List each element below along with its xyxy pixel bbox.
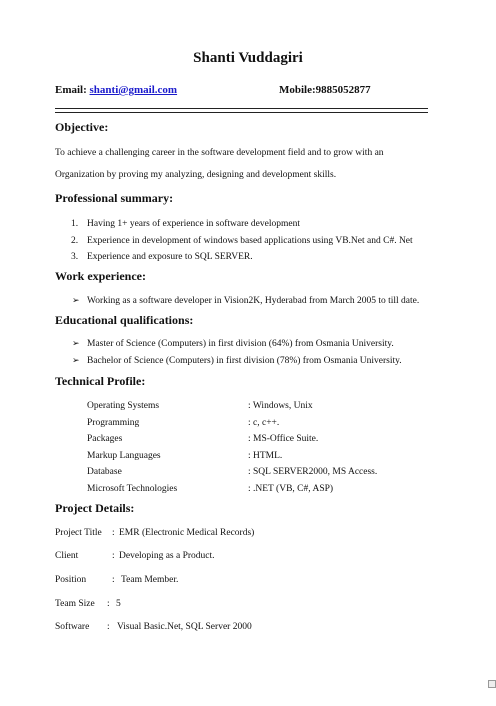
project-separator: :	[112, 575, 115, 585]
tech-label: Microsoft Technologies	[87, 484, 178, 494]
summary-heading: Professional summary:	[55, 191, 174, 205]
header-divider-bottom	[55, 112, 428, 113]
tech-label: Operating Systems	[87, 401, 160, 411]
project-value: Developing as a Product.	[119, 551, 215, 561]
resize-handle[interactable]	[488, 680, 496, 688]
tech-value: : HTML.	[248, 451, 283, 461]
summary-item-number: 1.	[71, 219, 79, 229]
project-heading: Project Details:	[55, 501, 135, 515]
summary-item: Experience in development of windows based applications using VB.Net and C#. Net	[87, 236, 413, 246]
candidate-name: Shanti Vuddagiri	[193, 50, 303, 66]
project-separator: :	[107, 622, 110, 632]
project-value: Visual Basic.Net, SQL Server 2000	[117, 622, 252, 632]
email-link[interactable]: shanti@gmail.com	[89, 84, 178, 96]
project-label: Position	[55, 575, 87, 585]
email-label: Email:	[55, 84, 87, 96]
arrow-bullet-icon: ➢	[72, 339, 80, 349]
objective-line-1: To achieve a challenging career in the software development field and to grow with an	[55, 148, 384, 158]
tech-label: Markup Languages	[87, 451, 161, 461]
project-separator: :	[112, 528, 115, 538]
tech-value: : c, c++.	[248, 418, 280, 428]
education-item: Master of Science (Computers) in first division (64%) from Osmania University.	[87, 339, 394, 349]
objective-line-2: Organization by proving my analyzing, designing and development skills.	[55, 170, 337, 180]
education-item: Bachelor of Science (Computers) in first division (78%) from Osmania University.	[87, 356, 402, 366]
tech-label: Database	[87, 467, 122, 477]
summary-item-number: 2.	[71, 236, 79, 246]
tech-value: : MS-Office Suite.	[248, 434, 319, 444]
project-value: Team Member.	[121, 575, 179, 585]
project-label: Software	[55, 622, 90, 632]
summary-item: Experience and exposure to SQL SERVER.	[87, 252, 253, 262]
tech-label: Programming	[87, 418, 140, 428]
objective-heading: Objective:	[55, 120, 109, 134]
project-value: EMR (Electronic Medical Records)	[119, 528, 255, 538]
project-label: Team Size	[55, 599, 95, 609]
education-heading: Educational qualifications:	[55, 313, 194, 327]
header-divider-top	[55, 108, 428, 109]
tech-value: : Windows, Unix	[248, 401, 313, 411]
email-line	[55, 84, 177, 96]
summary-item: Having 1+ years of experience in software development	[87, 219, 300, 229]
tech-value: : .NET (VB, C#, ASP)	[248, 484, 334, 494]
project-label: Client	[55, 551, 79, 561]
technical-heading: Technical Profile:	[55, 374, 146, 388]
arrow-bullet-icon: ➢	[72, 296, 80, 306]
work-item: Working as a software developer in Vision2K, Hyderabad from March 2005 to till date.	[87, 296, 420, 306]
tech-value: : SQL SERVER2000, MS Access.	[248, 467, 378, 477]
project-separator: :	[112, 551, 115, 561]
summary-item-number: 3.	[71, 252, 79, 262]
tech-label: Packages	[87, 434, 123, 444]
mobile-number: Mobile:9885052877	[279, 84, 371, 96]
project-label: Project Title	[55, 528, 102, 538]
project-value: 5	[116, 599, 121, 609]
arrow-bullet-icon: ➢	[72, 356, 80, 366]
work-heading: Work experience:	[55, 269, 146, 283]
project-separator: :	[107, 599, 110, 609]
